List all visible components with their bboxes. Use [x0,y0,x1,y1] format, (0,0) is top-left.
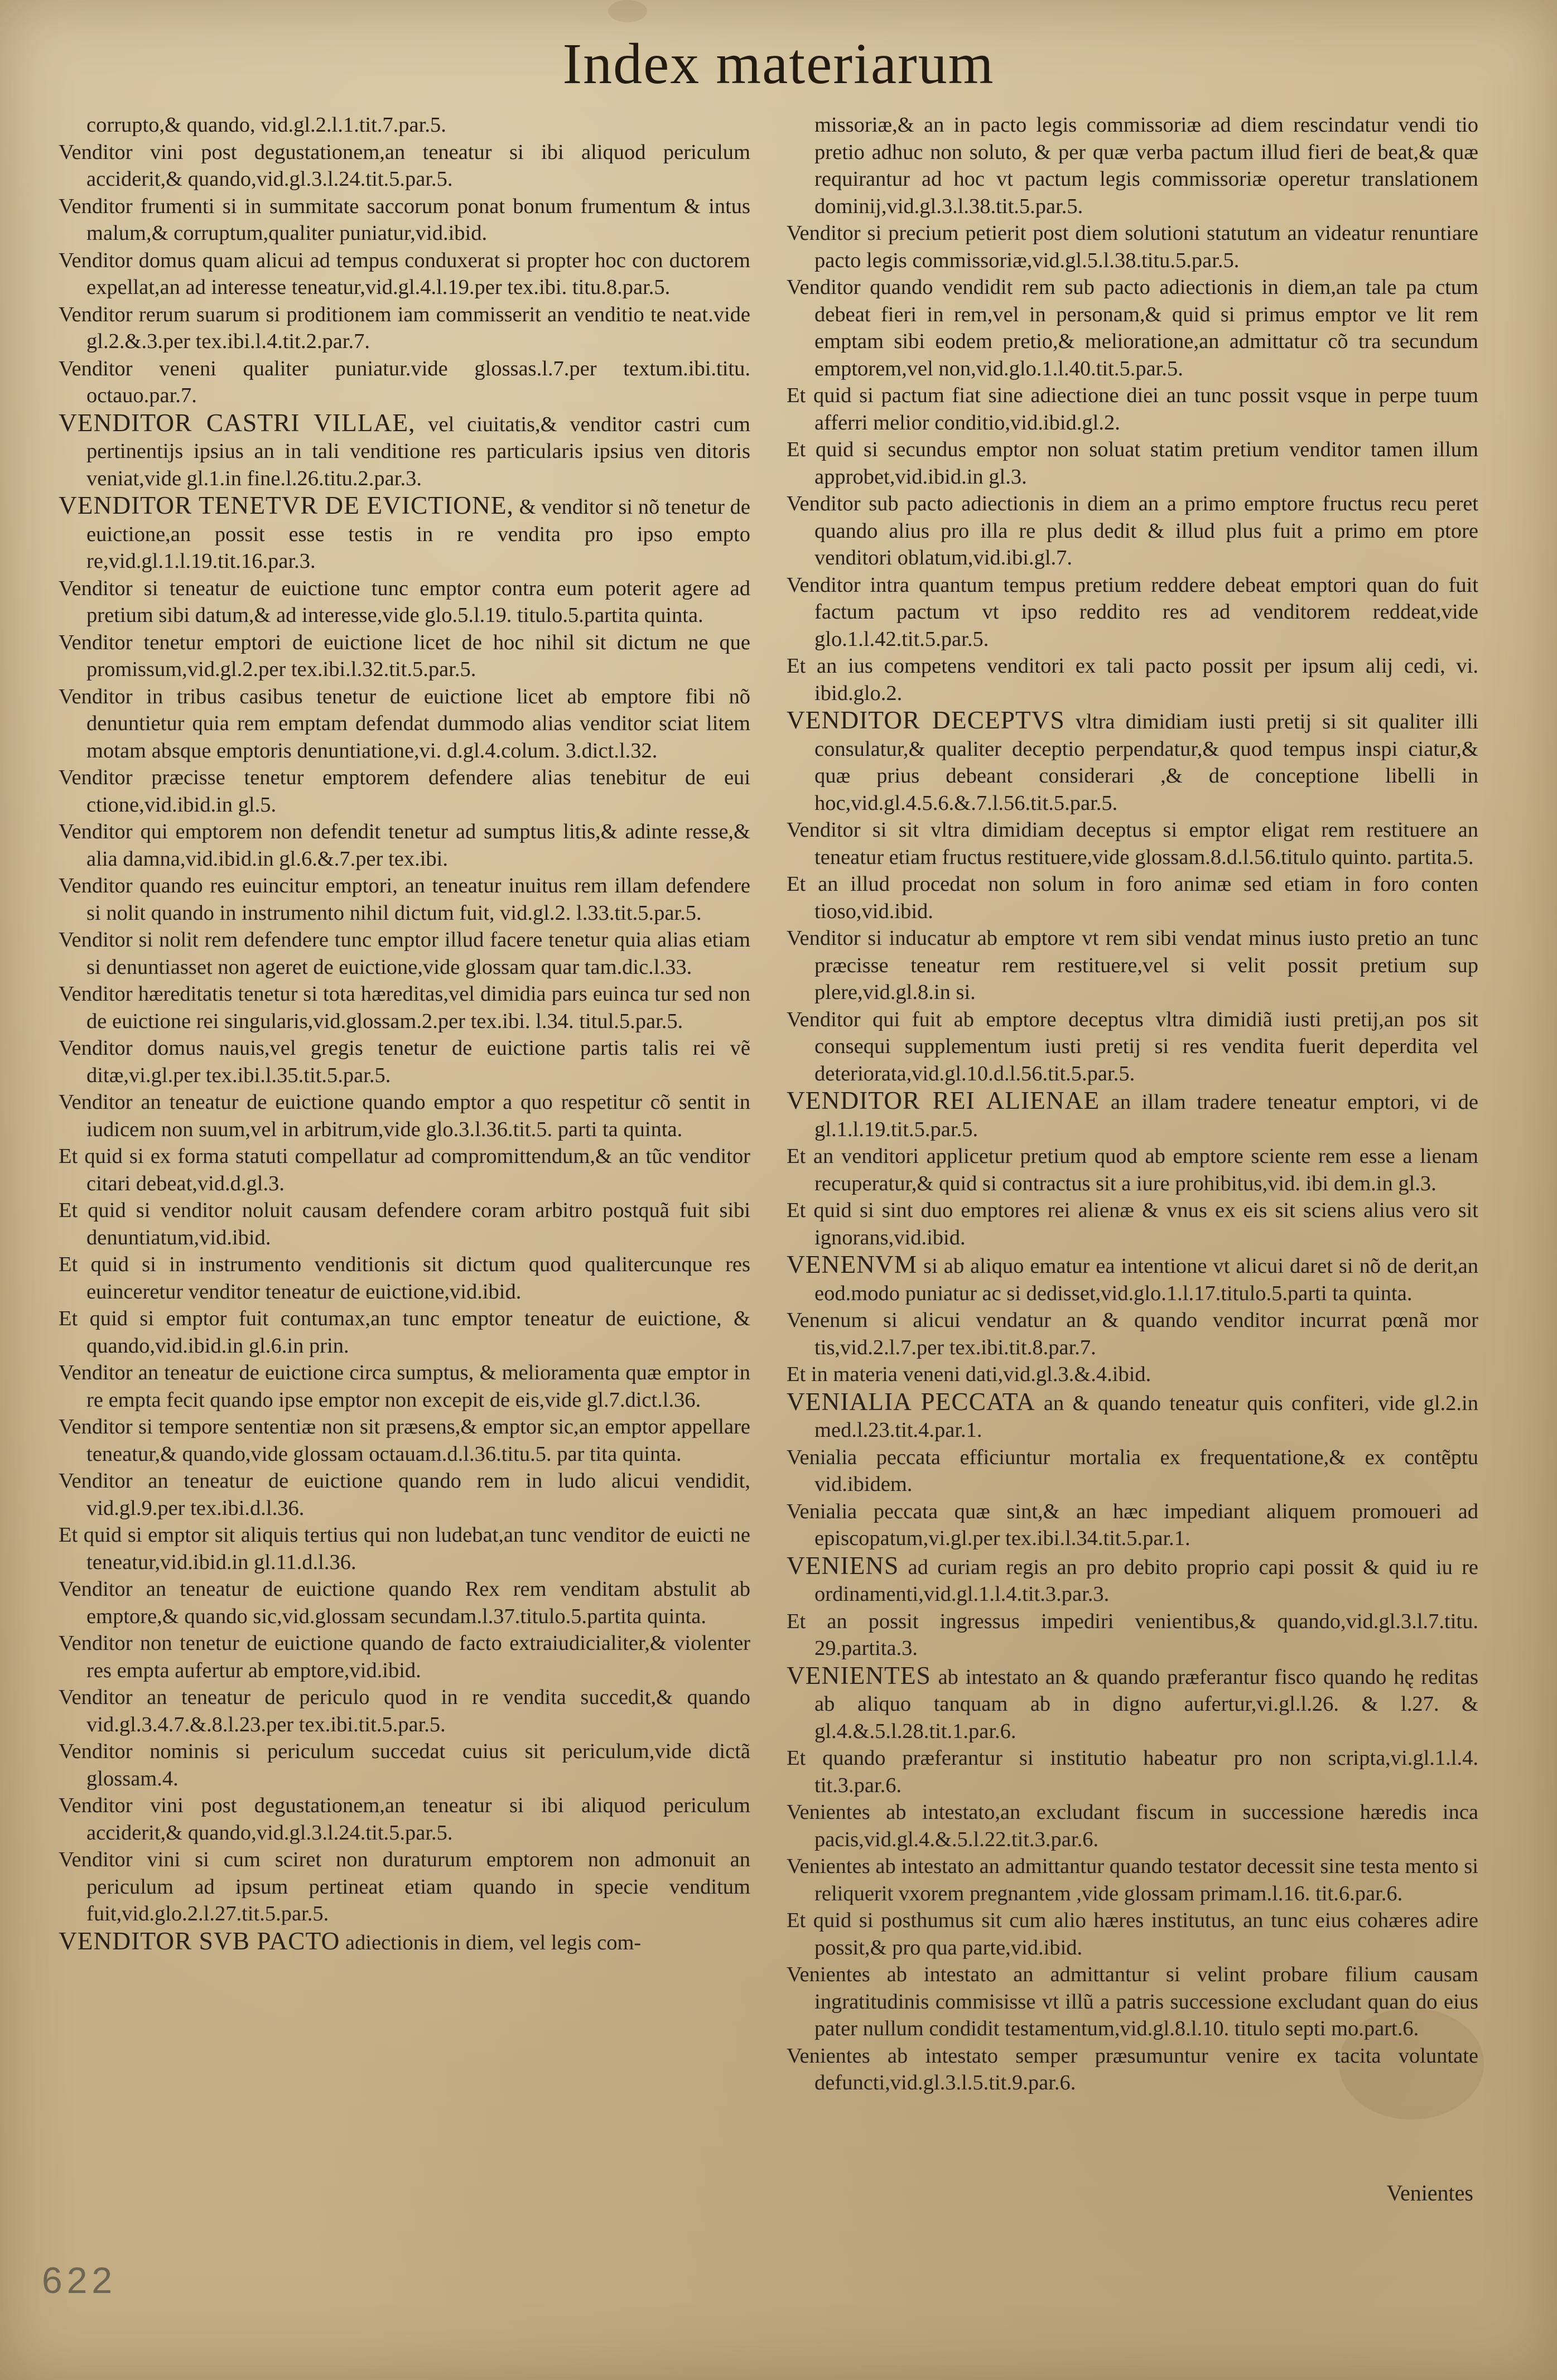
index-entry [787,1853,1478,1907]
index-entry [59,409,750,493]
left-column [59,112,750,1956]
index-entry [787,436,1478,490]
entry-text: Venditor non tenetur de euictione quando de facto extraiudicialiter,& violenter res empta aufertur ab emptore,vid.ibid. [59,1631,750,1682]
entry-text: Et quid si emptor fuit contumax,an tunc emptor teneatur de euictione, & quando,vid.ibid.in gl.6.in prin. [59,1307,750,1358]
entry-text: Venditor domus quam alicui ad tempus conduxerat si propter hoc con ductorem expellat,an ad interesse teneatur,vid.gl.4.l.19.per tex.ibi. titu.8.par.5. [59,248,750,299]
entry-text: Et quid si venditor noluit causam defendere coram arbitro postquã fuit sibi denuntiatum,vid.ibid. [59,1199,750,1249]
index-entry [59,575,750,629]
index-entry [787,707,1478,817]
entry-text: Venditor si nolit rem defendere tunc emptor illud facere tenetur quia alias etiam si denuntiasset non ageret de euictione,vide glossam quar tam.dic.l.33. [59,928,750,979]
entry-text: Et an illud procedat non solum in foro animæ sed etiam in foro conten tioso,vid.ibid. [787,872,1478,923]
entry-text: Et quid si pactum fiat sine adiectione diei an tunc possit vsque in perpe tuum afferri melior conditio,vid.ibid.gl.2. [787,384,1478,435]
entry-text: Venditor nominis si periculum succedat cuius sit periculum,vide dictã glossam.4. [59,1740,750,1790]
entry-text: ab intestato an & quando præferantur fisco quando hę reditas ab aliquo tanquam ab in digno aufertur,vi.gl.l.26. & l.27. & gl.4.&.5.l.28.tit.1.par.6. [814,1665,1478,1743]
entry-text: Venditor domus nauis,vel gregis tenetur de euictione partis talis rei vẽ ditæ,vi.gl.per tex.ibi.l.35.tit.5.par.5. [59,1036,750,1087]
handwritten-page-number: 622 [42,2260,117,2301]
entry-text: Venditor vini post degustationem,an teneatur si ibi aliquod periculum acciderit,& quando,vid.gl.3.l.24.tit.5.par.5. [59,1794,750,1845]
entry-text: Venientes ab intestato an admittantur quando testator decessit sine testa mento si reliquerit vxorem pregnantem ,vide glossam primam.l.16. tit.6.par.6. [787,1855,1478,1905]
entry-text: an illam tradere teneatur emptori, vi de gl.1.l.19.tit.5.par.5. [814,1090,1479,1141]
entry-text: Et quando præferantur si institutio habeatur pro non scripta,vi.gl.1.l.4. tit.3.par.6. [787,1746,1478,1797]
entry-text: Venenum si alicui vendatur an & quando venditor incurrat pœnã mor tis,vid.2.l.7.per tex.ibi.tit.8.par.7. [787,1309,1478,1359]
entry-heading: VENDITOR DECEPTVS [787,706,1065,734]
index-entry [787,817,1478,871]
index-entry [787,1907,1478,1961]
index-entry [59,1928,750,1957]
index-entry [787,1251,1478,1307]
page-title: Index materiarum [562,32,995,96]
entry-text: Venditor si teneatur de euictione tunc emptor contra eum poterit agere ad pretium sibi datum,& ad interesse,vide glo.5.l.19. titulo.5.partita quinta. [59,576,750,627]
index-entry [59,1035,750,1089]
index-entry [787,1799,1478,1853]
index-entry [59,872,750,926]
index-entry [787,653,1478,707]
index-entry [59,1467,750,1522]
paper-stain [608,0,647,22]
index-entry [787,1608,1478,1662]
index-entry [787,1745,1478,1799]
entry-heading: VENDITOR TENETVR DE EVICTIONE, [59,491,514,519]
entry-text: Et quid si ex forma statuti compellatur ad compromittendum,& an tũc venditor citari debeat,vid.d.gl.3. [59,1145,750,1195]
entry-text: Et quid si secundus emptor non soluat statim pretium venditor tamen illum approbet,vid.ibid.in gl.3. [787,438,1478,489]
entry-text: Venientes ab intestato an admittantur si velint probare filium causam ingratitudinis commisisse vt illũ a patris successione excludant quan do eius pater nullum condidit testamentum,vid.gl.8.l.10. titulo septi mo.part.6. [787,1963,1478,2040]
entry-text: Et quid si in instrumento venditionis sit dictum quod qualitercunque res euinceretur venditor teneatur de euictione,vid.ibid. [59,1253,750,1304]
entry-text: Et quid si posthumus sit cum alio hæres institutus, an tunc eius cohæres adire possit,& pro qua parte,vid.ibid. [787,1909,1478,1959]
entry-text: Venditor an teneatur de euictione quando Rex rem venditam abstulit ab emptore,& quando sic,vid.glossam secundam.l.37.titulo.5.partita quinta. [59,1577,750,1628]
entry-text: Venditor an teneatur de euictione circa sumptus, & melioramenta quæ emptor in re empta fecit quando ipse emptor non excepit de eis,vide gl.7.dict.l.36. [59,1361,750,1412]
entry-text: Et in materia veneni dati,vid.gl.3.&.4.ibid. [787,1363,1151,1386]
index-entry [59,1576,750,1630]
index-entry [787,1498,1478,1552]
index-entry [787,1087,1478,1143]
entry-heading: VENIALIA PECCATA [787,1387,1035,1416]
index-entry [787,925,1478,1006]
index-entry [787,220,1478,274]
entry-text: Venditor præcisse tenetur emptorem defendere alias tenebitur de eui ctione,vid.ibid.in gl.5. [59,766,750,817]
entry-text: si ab aliquo ematur ea intentione vt alicui daret si nõ de derit,an eod.modo puniatur ac si dedisset,vid.glo.1.l.17.titulo.5.parti ta quinta. [814,1254,1478,1305]
catchword: Venientes [1386,2180,1473,2205]
index-entry [787,1197,1478,1251]
entry-text: Et quid si sint duo emptores rei alienæ & vnus ex eis sit sciens alius vero sit ignorans,vid.ibid. [787,1199,1478,1249]
index-entry [59,247,750,301]
entry-text: Venditor hæreditatis tenetur si tota hæreditas,vel dimidia pars euinca tur sed non de euictione rei singularis,vid.glossam.2.per tex.ibi. l.34. titul.5.par.5. [59,982,750,1033]
index-entry [59,139,750,193]
index-entry [59,629,750,683]
entry-text: corrupto,& quando, vid.gl.2.l.1.tit.7.par.5. [86,113,446,137]
entry-text: Venditor qui emptorem non defendit tenetur ad sumptus litis,& adinte resse,& alia damna,vid.ibid.in gl.6.&.7.per tex.ibi. [59,820,750,871]
index-entry [787,1552,1478,1608]
entry-text: Venditor an teneatur de euictione quando rem in ludo alicui vendidit, vid.gl.9.per tex.ibi.d.l.36. [59,1469,750,1520]
index-entry [59,112,750,139]
entry-text: Venditor si sit vltra dimidiam deceptus si emptor eligat rem restituere an teneatur etiam fructus restituere,vide glossam.8.d.l.56.titulo quinto. partita.5. [787,818,1478,869]
entry-text: Venditor veneni qualiter puniatur.vide glossas.l.7.per textum.ibi.titu. octauo.par.7. [59,356,750,407]
entry-text: Venialia peccata quæ sint,& an hæc impediant aliquem promoueri ad episcopatum,vi.gl.per tex.ibi.l.34.tit.5.par.1. [787,1499,1478,1550]
entry-heading: VENDITOR CASTRI VILLAE, [59,408,416,437]
entry-text: adiectionis in diem, vel legis com- [345,1930,642,1954]
index-entry [59,355,750,409]
entry-text: Venditor an teneatur de euictione quando emptor a quo respetitur cõ sentit in iudicem non suum,vel in arbitrum,vide glo.3.l.36.tit.5. parti ta quinta. [59,1090,750,1141]
entry-text: Venditor intra quantum tempus pretium reddere debeat emptori quan do fuit factum pactum vt ipso reddito res ad venditorem reddeat,vide glo.1.l.42.tit.5.par.5. [787,573,1478,651]
entry-text: Venditor sub pacto adiectionis in diem an a primo emptore fructus recu peret quando alius pro illa re plus dedit & illud plus fuit a primo em ptore venditori oblatum,vid.ibi.gl.7. [787,492,1478,569]
entry-text: Et an venditori applicetur pretium quod ab emptore sciente rem esse a lienam recuperatur,& quid si contractus sit a iure prohibitus,vid. ibi dem.in gl.3. [787,1145,1478,1195]
entry-text: Venditor si inducatur ab emptore vt rem sibi vendat minus iusto pretio an tunc præcisse teneatur rem restituere,vel si velit possit pretium sup plere,vid.gl.8.in si. [787,926,1478,1004]
entry-text: Venditor qui fuit ab emptore deceptus vltra dimidiã iusti pretij,an pos sit consequi supplementum iusti pretij si res vendita fuerit deperdita vel deteriorata,vid.gl.10.d.l.56.tit.5.par.5. [787,1007,1478,1085]
index-entry [59,981,750,1035]
index-entry [59,1089,750,1143]
index-entry [59,492,750,575]
entry-heading: VENDITOR REI ALIENAE [787,1087,1100,1114]
index-entry [59,1197,750,1251]
index-entry [787,382,1478,436]
index-entry [787,1662,1478,1745]
index-entry [59,1251,750,1305]
index-entry [787,1006,1478,1088]
index-entry [787,1388,1478,1444]
entry-text: Et quid si emptor sit aliquis tertius qui non ludebat,an tunc venditor de euicti ne teneatur,vid.ibid.in gl.11.d.l.36. [59,1523,750,1574]
entry-text: Venditor vini post degustationem,an teneatur si ibi aliquod periculum acciderit,& quando,vid.gl.3.l.24.tit.5.par.5. [59,140,750,191]
index-entry [59,301,750,355]
index-entry [787,1361,1478,1388]
index-entry [59,1413,750,1467]
entry-text: missoriæ,& an in pacto legis commissoriæ ad diem rescindatur vendi tio pretio adhuc non soluto, & per quæ verba pactum illud fieri de beat,& quæ requirantur ad hoc vt pactum legis commissoriæ operetur translationem dominij,vid.gl.3.l.38.tit.5.par.5. [814,113,1478,218]
entry-text: Venientes ab intestato semper præsumuntur venire ex tacita voluntate defuncti,vid.gl.3.l.5.tit.9.par.6. [787,2044,1478,2094]
index-entry [59,1305,750,1359]
index-entry [59,1359,750,1413]
entry-text: vel ciuitatis,& venditor castri cum pertinentijs ipsius an in tali venditione res particularis ipsius ven ditoris veniat,vide gl.1.in fine.l.26.titu.2.par.3. [86,412,750,490]
entry-text: Venditor tenetur emptori de euictione licet de hoc nihil sit dictum ne que promissum,vid.gl.2.per tex.ibi.l.32.tit.5.par.5. [59,630,750,681]
entry-text: Et an ius competens venditori ex tali pacto possit per ipsum alij cedi, vi. ibid.glo.2. [787,654,1478,705]
index-entry [787,1961,1478,2043]
index-entry [59,764,750,818]
index-entry [59,1684,750,1738]
index-entry [59,926,750,981]
entry-heading: VENENVM [787,1251,918,1278]
entry-text: vltra dimidiam iusti pretij si sit qualiter illi consulatur,& qualiter deceptio perpendatur,& quod tempus inspi ciatur,& quæ prius debeant considerari ,& de conceptione libelli in hoc,vid.gl.4.5.6.&.7.l.56.tit.5.par.5. [814,710,1479,815]
index-entry [59,193,750,247]
entry-text: Venditor an teneatur de periculo quod in re vendita succedit,& quando vid.gl.3.4.7.&.8.l.23.per tex.ibi.tit.5.par.5. [59,1686,750,1736]
entry-text: an & quando teneatur quis confiteri, vide gl.2.in med.l.23.tit.4.par.1. [814,1391,1479,1442]
index-entry [59,1143,750,1197]
index-entry [59,1792,750,1846]
entry-text: Venditor vini si cum sciret non duraturum emptorem non admonuit an periculum ad ipsum pertineat etiam quando in specie venditum fuit,vid.glo.2.l.27.tit.5.par.5. [59,1848,750,1925]
index-entry [787,2043,1478,2097]
entry-text: Venditor si tempore sententiæ non sit præsens,& emptor sic,an emptor appellare teneatur,& quando,vide glossam octauam.d.l.36.titu.5. par tita quinta. [59,1415,750,1466]
entry-text: & venditor si nõ tenetur de euictione,an possit esse testis in re vendita pro ipso empto re,vid.gl.1.l.19.tit.16.par.3. [86,495,751,573]
entry-text: Venditor quando vendidit rem sub pacto adiectionis in diem,an tale pa ctum debeat fieri in rem,vel in personam,& quid si primus emptor ve lit rem emptam sibi eodem pretio,& melioratione,an admittatur cõ tra secundum emptorem,vel non,vid.glo.1.l.40.tit.5.par.5. [787,276,1478,380]
index-entry [59,683,750,765]
right-column [787,112,1478,2097]
entry-heading: VENIENTES [787,1661,931,1689]
index-entry [787,871,1478,925]
entry-heading: VENDITOR SVB PACTO [59,1927,340,1955]
index-entry [787,274,1478,382]
entry-text: Venditor in tribus casibus tenetur de euictione licet ab emptore fibi nõ denuntietur quia rem emptam defendat dummodo alias venditor sciat litem motam absque emptoris denuntiatione,vi. d.gl.4.colum. 3.dict.l.32. [59,684,750,762]
entry-text: Venditor frumenti si in summitate saccorum ponat bonum frumentum & intus malum,& corruptum,qualiter puniatur,vid.ibid. [59,194,750,245]
index-entry [59,1738,750,1792]
entry-text: Venditor si precium petierit post diem solutioni statutum an videatur renuntiare pacto legis commissoriæ,vid.gl.5.l.38.titu.5.par.5. [787,221,1478,272]
index-entry [787,112,1478,220]
entry-text: Venditor quando res euincitur emptori, an teneatur inuitus rem illam defendere si nolit quando in instrumento nihil dictum fuit, vid.gl.2. l.33.tit.5.par.5. [59,874,750,925]
index-entry [59,1522,750,1576]
entry-text: Venientes ab intestato,an excludant fiscum in successione hæredis inca pacis,vid.gl.4.&.5.l.22.tit.3.par.6. [787,1800,1478,1851]
entry-text: Venditor rerum suarum si proditionem iam commisserit an venditio te neat.vide gl.2.&.3.per tex.ibi.l.4.tit.2.par.7. [59,302,750,353]
index-entry [787,1444,1478,1498]
entry-heading: VENIENS [787,1551,899,1580]
index-entry [59,1630,750,1684]
entry-text: ad curiam regis an pro debito proprio capi possit & quid iu re ordinamenti,vid.gl.1.l.4.tit.3.par.3. [814,1555,1478,1606]
index-entry [59,818,750,872]
index-entry [787,572,1478,653]
index-entry [787,490,1478,572]
index-entry [787,1307,1478,1361]
index-entry [787,1143,1478,1197]
index-entry [59,1846,750,1928]
entry-text: Venialia peccata efficiuntur mortalia ex frequentatione,& ex contẽptu vid.ibidem. [787,1445,1478,1496]
entry-text: Et an possit ingressus impediri venientibus,& quando,vid.gl.3.l.7.titu. 29.partita.3. [787,1609,1478,1660]
